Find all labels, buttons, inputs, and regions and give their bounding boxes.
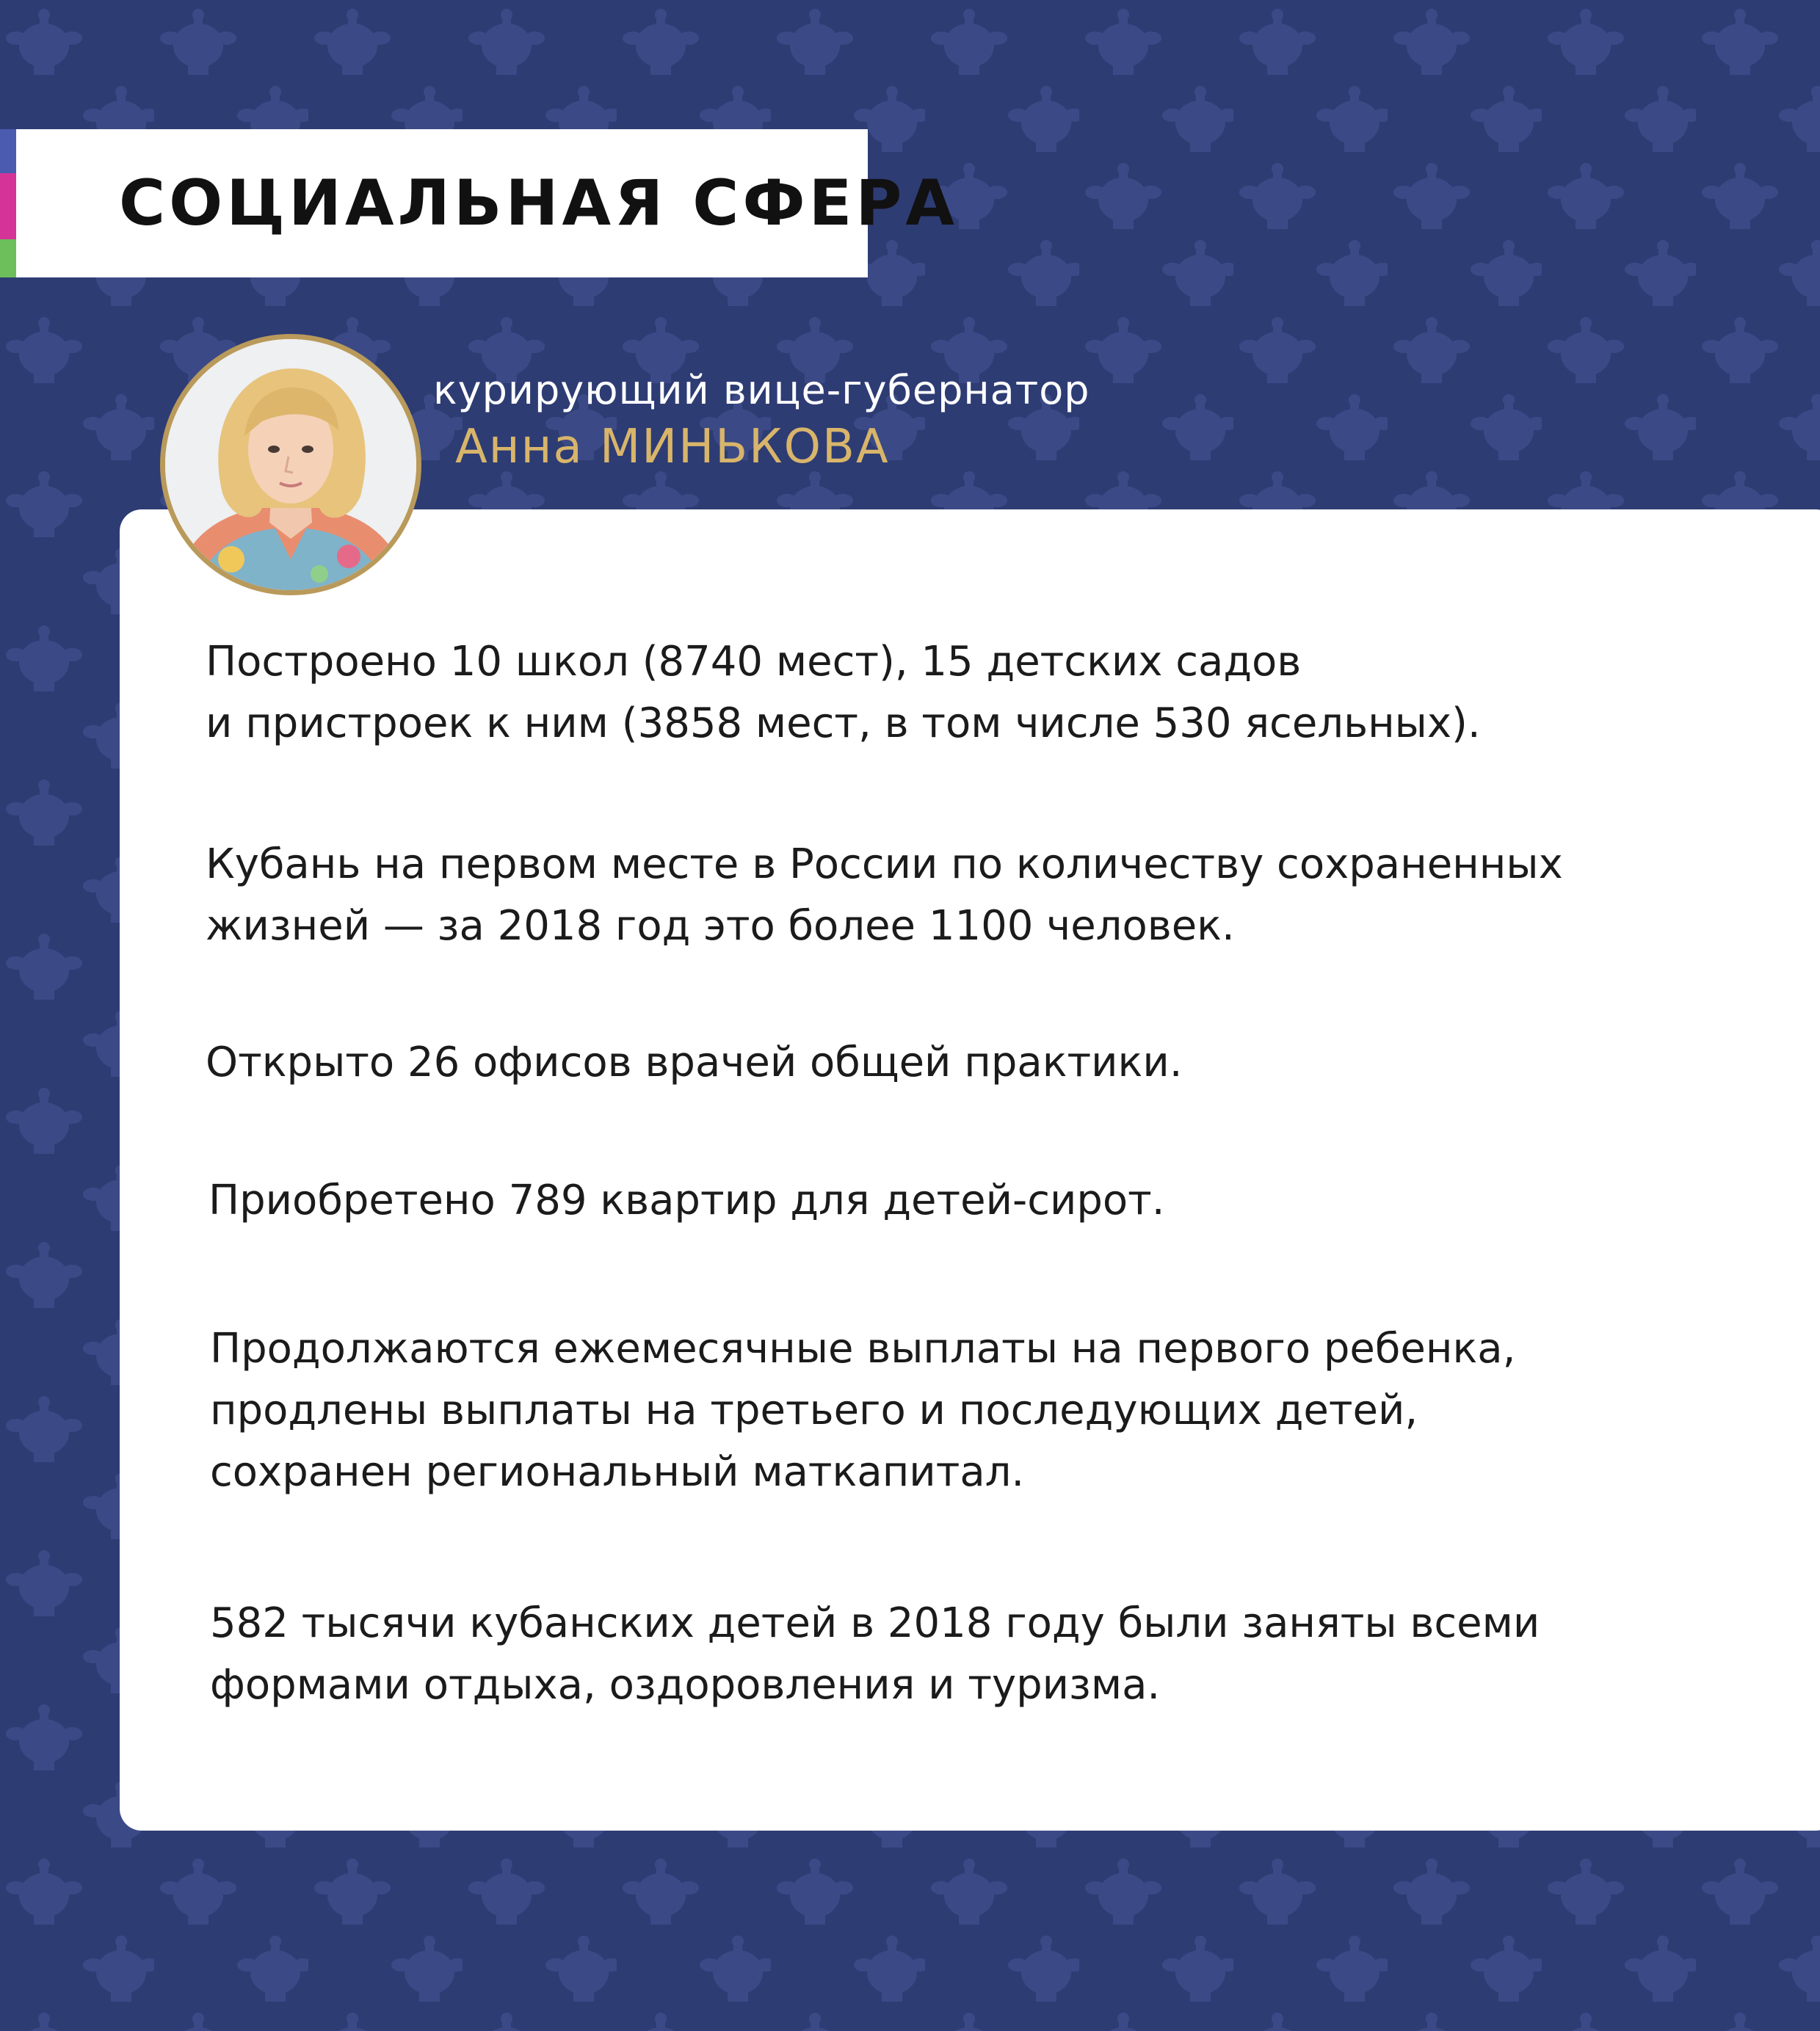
fact-saved-lives: Кубань на первом месте в России по количеству сохраненных жизней — за 2018 год это более 1100 человек. bbox=[206, 840, 1563, 950]
section-title-plate bbox=[16, 129, 958, 277]
curator-avatar bbox=[160, 334, 421, 595]
accent-stripe-blue bbox=[0, 129, 16, 173]
accent-stripe-green bbox=[0, 239, 16, 277]
fact-doctor-offices: Открыто 26 офисов врачей общей практики. bbox=[206, 1039, 1183, 1086]
portrait-photo-icon bbox=[165, 339, 416, 590]
fact-schools: Построено 10 школ (8740 мест), 15 детских садов и пристроек к ним (3858 мест, в том числе 530 ясельных). bbox=[206, 638, 1481, 747]
section-title: СОЦИАЛЬНАЯ СФЕРА bbox=[119, 167, 958, 240]
curator-role: курирующий вице-губернатор bbox=[433, 367, 1090, 413]
curator-name: Анна МИНЬКОВА bbox=[455, 420, 890, 474]
accent-stripe-magenta bbox=[0, 173, 16, 239]
fact-orphan-apartments: Приобретено 789 квартир для детей-сирот. bbox=[209, 1177, 1165, 1224]
fact-child-recreation: 582 тысячи кубанских детей в 2018 году были заняты всеми формами отдыха, оздоровления и туризма. bbox=[210, 1599, 1540, 1709]
fact-child-payments: Продолжаются ежемесячные выплаты на первого ребенка, продлены выплаты на третьего и последующих детей, сохранен региональный маткапитал. bbox=[210, 1325, 1516, 1496]
